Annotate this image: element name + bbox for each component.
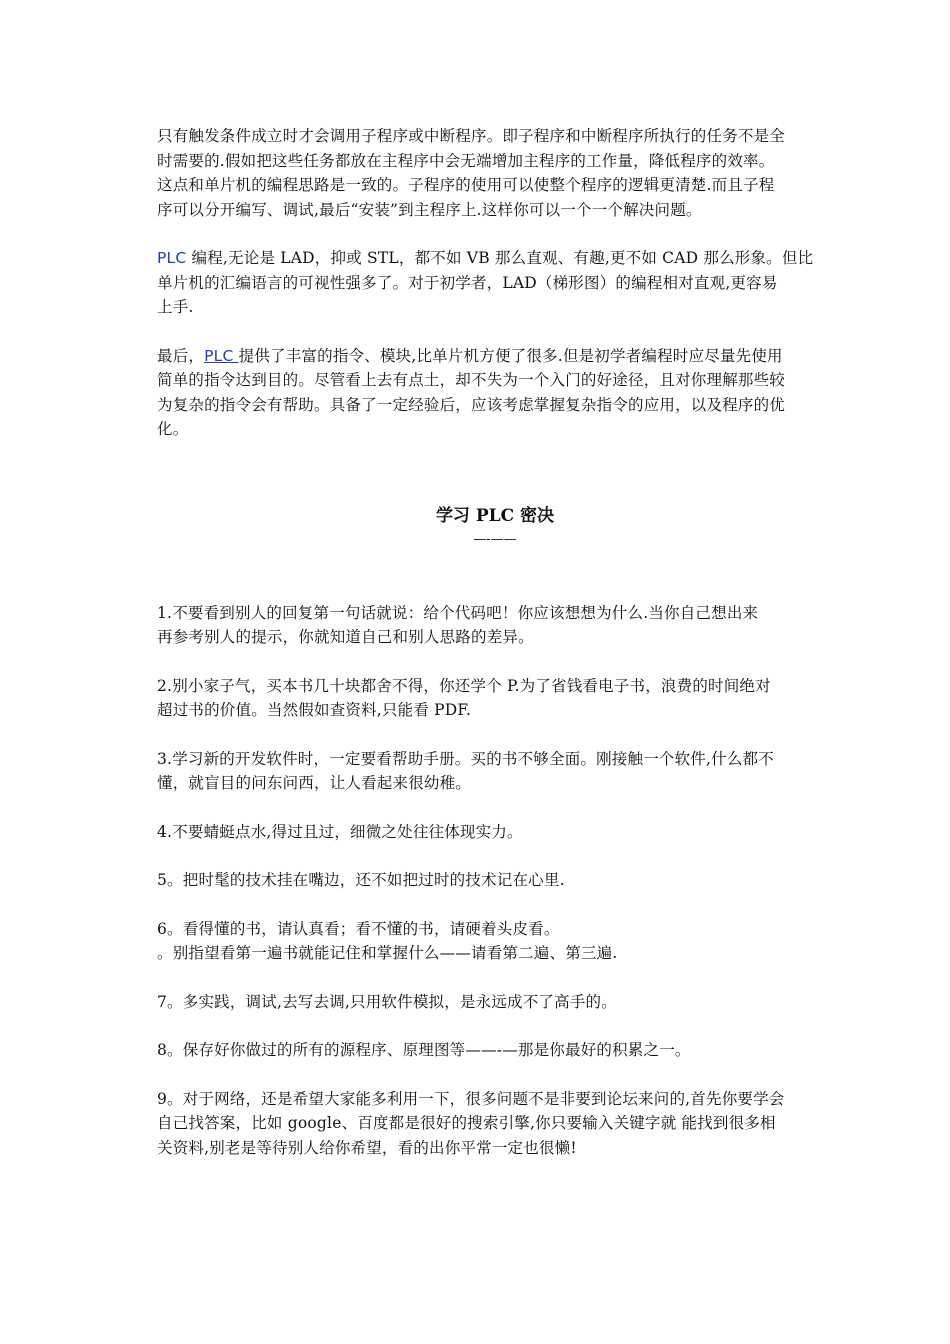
tip-line: 关资料,别老是等待别人给你希望，看的出你平常一定也很懒!: [157, 1138, 577, 1157]
tip-line: 懂，就盲目的问东问西，让人看起来很幼稚。: [157, 774, 472, 792]
text-line: 上手.: [157, 298, 194, 316]
tip-line: 。别指望看第一遍书就能记住和掌握什么——请看第二遍、第三遍.: [157, 944, 618, 962]
section-title: 学习 PLC 密决: [435, 505, 555, 526]
tip-line: 2.别小家子气，买本书几十块都舍不得，你还学个 P.为了省钱看电子书，浪费的时间绝对: [157, 676, 771, 695]
tips-list: [157, 601, 833, 1161]
text-run: 编程,无论是 LAD，抑或 STL，都不如 VB 那么直观、有趣,更不如 CAD 那么形象。但比: [186, 249, 814, 267]
tip-item: [157, 917, 833, 966]
tip-line: 6。看得懂的书，请认真看；看不懂的书，请硬着头皮看。: [157, 919, 560, 938]
tip-line: 3.学习新的开发软件时，一定要看帮助手册。买的书不够全面。刚接触一个软件,什么都不: [157, 749, 774, 768]
text-line: 这点和单片机的编程思路是一致的。子程序的使用可以使整个程序的逻辑更清楚.而且子程: [157, 176, 775, 194]
tip-item: [157, 1087, 833, 1161]
document-page: [157, 124, 833, 1184]
tip-line: 7。多实践，调试,去写去调,只用软件模拟，是永远成不了高手的。: [157, 992, 617, 1011]
tip-item: [157, 601, 833, 650]
section-heading: [157, 504, 833, 547]
text-line: 简单的指令达到目的。尽管看上去有点土，却不失为一个入门的好途径，且对你理解那些较: [157, 371, 786, 389]
intro-paragraph-subroutines: [157, 124, 833, 222]
intro-paragraph-programming: [157, 246, 833, 320]
tip-line: 4.不要蜻蜓点水,得过且过，细微之处往往体现实力。: [157, 822, 523, 841]
text-line: 序可以分开编写、调试,最后“安装”到主程序上.这样你可以一个一个解决问题。: [157, 200, 702, 219]
text-run: 提供了丰富的指令、模块,比单片机方便了很多.但是初学者编程时应尽量先使用: [238, 346, 783, 365]
text-line: 只有触发条件成立时才会调用子程序或中断程序。即子程序和中断程序所执行的任务不是全: [157, 127, 786, 145]
plc-link[interactable]: PLC: [204, 346, 239, 365]
text-line: [157, 246, 833, 271]
intro-paragraph-instructions: [157, 344, 833, 442]
tip-line: 超过书的价值。当然假如查资料,只能看 PDF.: [157, 701, 472, 719]
tip-item: [157, 674, 833, 723]
tip-line: 8。保存好你做过的所有的源程序、原理图等——-—那是你最好的积累之一。: [157, 1041, 691, 1059]
text-line: [157, 344, 833, 369]
tip-item: [157, 990, 833, 1015]
tip-line: 自己找答案，比如 google、百度都是很好的搜索引擎,你只要输入关键字就 能找到很多相: [157, 1114, 776, 1132]
tip-item: [157, 747, 833, 796]
title-underline: —-——: [473, 531, 517, 547]
tip-item: [157, 820, 833, 845]
tip-line: 再参考别人的提示，你就知道自己和别人思路的差异。: [157, 628, 534, 646]
tip-line: 1.不要看到别人的回复第一句话就说：给个代码吧！你应该想想为什么.当你自己想出来: [157, 603, 759, 622]
tip-item: [157, 868, 833, 893]
plc-term: PLC: [157, 249, 187, 267]
text-line: 单片机的汇编语言的可视性强多了。对于初学者，LAD（梯形图）的编程相对直观,更容易: [157, 273, 778, 292]
text-run: 最后，: [157, 346, 205, 365]
text-line: 化。: [157, 420, 189, 438]
tip-item: [157, 1038, 833, 1063]
tip-line: 9。对于网络，还是希望大家能多利用一下，很多问题不是非要到论坛来问的,首先你要学会: [157, 1089, 785, 1108]
text-line: 时需要的.假如把这些任务都放在主程序中会无端增加主程序的工作量，降低程序的效率。: [157, 151, 775, 170]
tip-line: 5。把时髦的技术挂在嘴边，还不如把过时的技术记在心里.: [157, 871, 565, 889]
text-line: 为复杂的指令会有帮助。具备了一定经验后，应该考虑掌握复杂指令的应用，以及程序的优: [157, 395, 786, 414]
